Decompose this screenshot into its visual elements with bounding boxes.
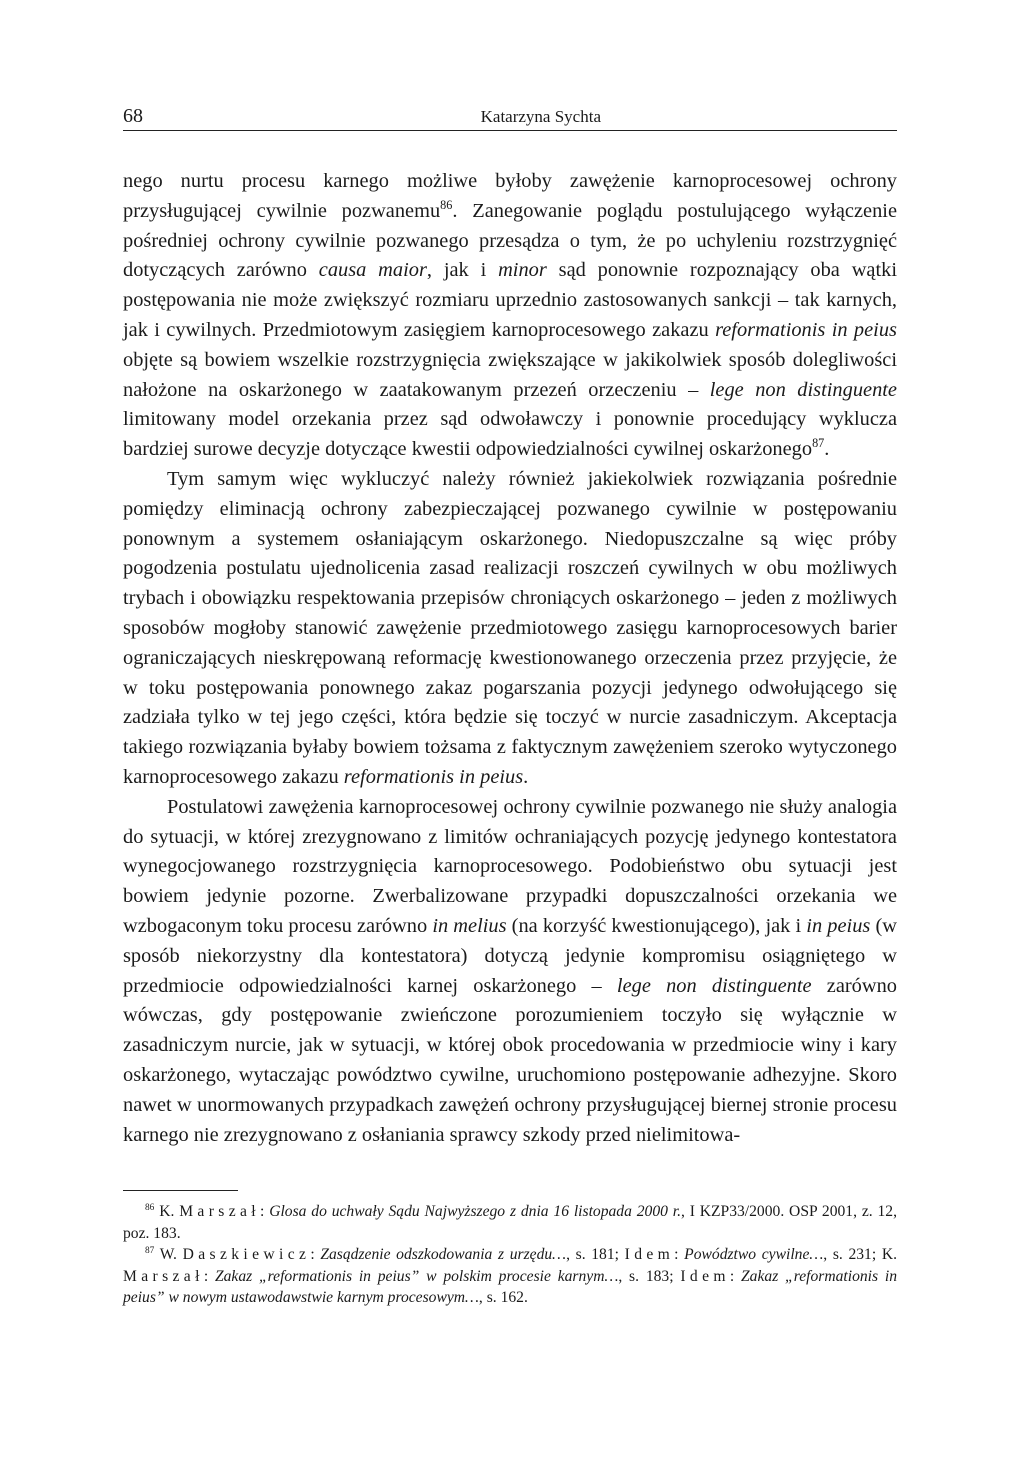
text-run: :	[674, 1246, 685, 1264]
footnote-ref: 87	[812, 436, 825, 451]
italic-text: Zasądzenie odszkodowania z urzędu…	[320, 1246, 567, 1264]
text-run: (w sposób niekorzystny dla kontestatora) dotyczą jedynie kompromisu osiągniętego w przedmiocie odpowiedzialności karnej oskarżonego –	[123, 914, 897, 997]
text-run: W.	[154, 1246, 183, 1264]
text-run: Postulatowi zawężenia karnoprocesowej ochrony cywilnie pozwanego nie służy analogia do sytuacji, w której zrezygnowano z limitów ochraniających pozycję jedynego kontestatora wynegocjowanego rozstrzygnięcia karnoprocesowego. Podobieństwo obu sytuacji jest bowiem jedynie pozorne. Zwerbalizowane przypadki dopuszczalności orzekania we wzbogaconym toku procesu zarówno	[123, 795, 897, 937]
text-run: objęte są bowiem wszelkie rozstrzygnięcia zwiększające w jakikolwiek sposób dolegliwości nałożone na oskarżonego w zaatakowanym przezeń orzeczeniu –	[123, 348, 897, 401]
text-run: :	[203, 1267, 215, 1285]
footnote-ref: 86	[440, 198, 453, 212]
page-number: 68	[123, 105, 143, 127]
italic-text: lege non distinguente	[616, 974, 812, 997]
text-run: zarówno wówczas, gdy postępowanie zwieńczone porozumieniem toczyło się wyłącznie w zasadniczym nurcie, jak w sytuacji, w której obok procedowania w przedmiocie winy i kary oskarżonego, wytaczając powództwo cywilne, uruchomiono postępowanie adhezyjne. Skoro nawet w unormowanych przypadkach zawężeń ochrony przysługującej biernej stronie procesu karnego nie zrezygnowano z osłaniania sprawcy szkody przed nielimitowa-	[123, 974, 897, 1146]
text-run: , s. 162.	[478, 1289, 528, 1307]
text-run: limitowany model orzekania przez sąd odwoławczy i ponownie procedujący wyklucza bardziej surowe decyzje dotyczące kwestii odpowiedzialności cywilnej oskarżonego	[123, 408, 897, 461]
italic-text: Zakaz „reformationis in peius” w polskim procesie karnym…	[214, 1267, 619, 1285]
italic-text: causa maior	[318, 259, 427, 282]
italic-text: Glosa do uchwały Sądu Najwyższego z dnia 16 listopada 2000 r.	[269, 1203, 681, 1221]
text-run: :	[310, 1246, 321, 1264]
spaced-author-name: Daszkiewicz	[182, 1246, 311, 1264]
text-run: . Zanegowanie poglądu postulującego wyłączenie pośredniej ochrony cywilnie pozwanego przesądza o tym, że po uchyleniu rozstrzygnięć dotyczących zarówno	[123, 199, 897, 282]
text-run: Tym samym więc wykluczyć należy również jakiekolwiek rozwiązania pośrednie pomiędzy eliminacją ochrony zabezpieczającej pozwanego cywilnie w postępowaniu ponownym a systemem osłaniającym oskarżonego. Niedopuszczalne są więc próby pogodzenia postulatu ujednolicenia zasad realizacji roszczeń cywilnych w obu możliwych trybach i obowiązku respektowania przepisów chroniących oskarżonego – jeden z możliwych sposobów mogłoby stanowić zawężenie przedmiotowego zasięgu karnoprocesowych barier ograniczających nieskrępowaną reformację kwestionowanego orzeczenia przez przyjęcie, że w toku postępowania ponownego zakaz pogarszania pozycji jedynego odwołującego się zadziała tylko w tej jego części, która będzie się toczyć w nurcie zasadniczym. Akceptacja takiego rozwiązania byłaby bowiem tożsama z faktycznym zawężeniem szeroko wytyczonego karnoprocesowego zakazu	[123, 467, 897, 788]
text-run: sąd ponownie rozpoznający oba wątki postępowania nie może zwiększyć rozmiaru uprzednio zastosowanych sankcji – tak karnych, jak i cywilnych. Przedmiotowym zasięgiem karnoprocesowego zakazu	[123, 259, 897, 341]
italic-text: Powództwo cywilne…	[684, 1246, 824, 1264]
italic-text: minor	[498, 259, 547, 282]
footnote	[123, 1244, 897, 1309]
paragraph	[123, 465, 897, 793]
text-run: :	[260, 1203, 270, 1221]
paragraph	[123, 167, 897, 465]
footnote-ref: 87	[145, 1246, 155, 1257]
footnote-separator	[123, 1190, 238, 1191]
italic-text: in peius	[806, 914, 871, 937]
text-run: , jak i	[426, 259, 499, 282]
paragraph	[123, 793, 897, 1151]
footnotes	[123, 1201, 897, 1309]
text-run: .	[523, 765, 529, 788]
italic-text: Zakaz „reformationis in peius” w nowym ustawodawstwie karnym procesowym…	[123, 1267, 897, 1307]
text-run: , s. 183;	[618, 1267, 681, 1285]
text-run: .	[824, 438, 830, 461]
italic-text: reformationis in peius	[715, 318, 897, 341]
spaced-author-name: Marszał	[123, 1267, 204, 1285]
spaced-author-name: Idem	[624, 1246, 675, 1264]
text-run: nego nurtu procesu karnego możliwe byłoby zawężenie karnoprocesowej ochrony przysługującej cywilnie pozwanemu	[123, 170, 897, 222]
italic-text: reformationis in peius	[343, 765, 524, 788]
text-run: :	[729, 1267, 741, 1285]
footnote	[123, 1201, 897, 1244]
page-header	[123, 100, 897, 131]
text-run: , I KZP33/2000. OSP 2001, z. 12, poz. 183.	[123, 1203, 897, 1242]
body-text	[123, 167, 897, 1150]
document-page	[123, 100, 897, 1309]
text-run: (na korzyść kwestionującego), jak i	[506, 914, 807, 937]
text-run: K.	[154, 1203, 180, 1221]
text-run: , s. 181;	[566, 1246, 625, 1264]
running-head: Katarzyna Sychta	[480, 107, 601, 126]
italic-text: in melius	[432, 914, 507, 937]
spaced-author-name: Marszał	[179, 1203, 261, 1221]
spaced-author-name: Idem	[680, 1267, 730, 1285]
italic-text: lege non distinguente	[709, 378, 897, 401]
footnote-ref: 86	[145, 1203, 155, 1214]
text-run: , s. 231; K.	[823, 1246, 897, 1264]
